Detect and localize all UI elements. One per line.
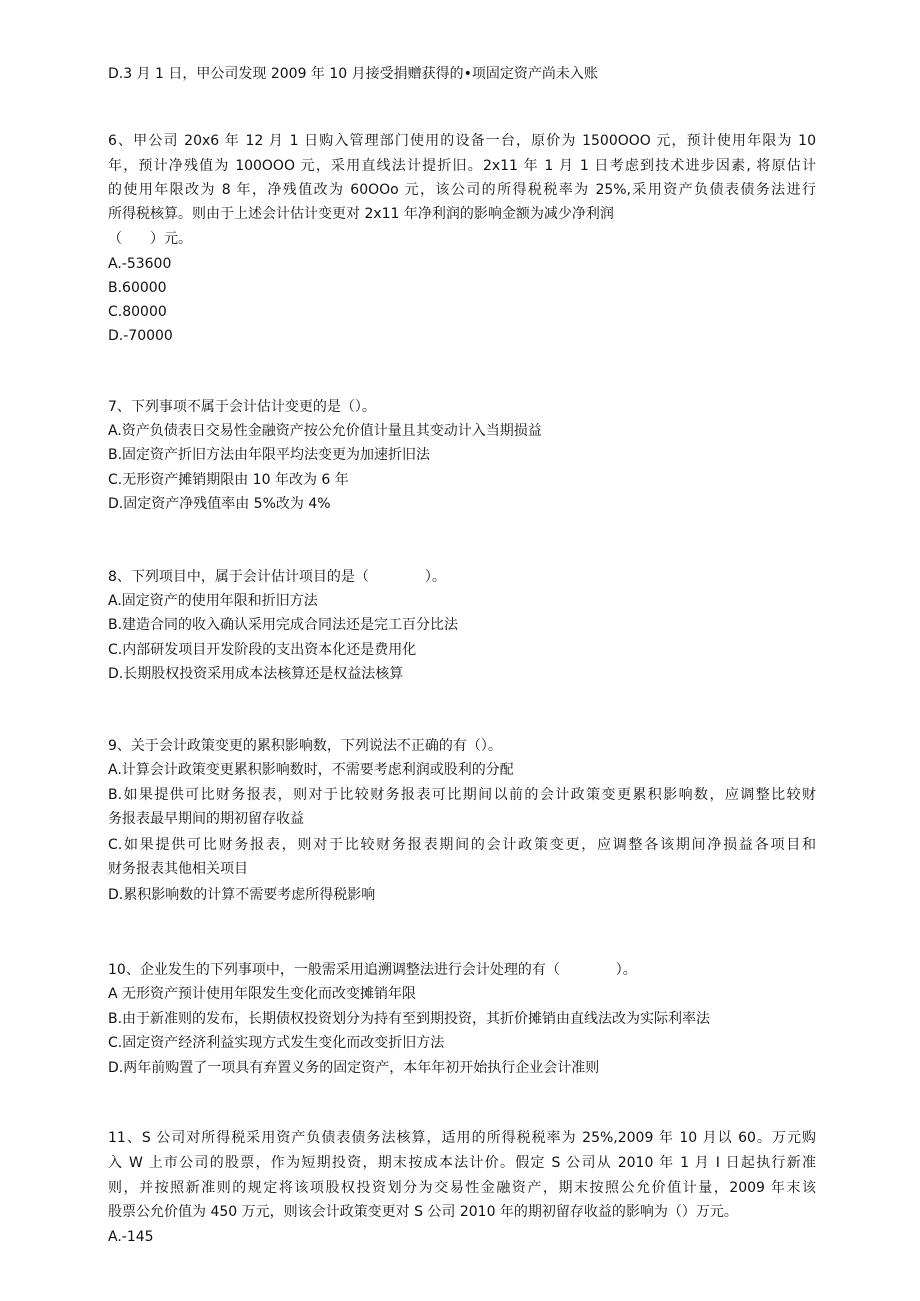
q9-line: A.计算会计政策变更累积影响数时，不需要考虑利润或股利的分配: [108, 762, 514, 778]
q8-option-b: B.建造合同的收入确认采用完成合同法还是完工百分比法: [108, 617, 459, 633]
q9-line: 务报表最早期间的期初留存收益: [108, 811, 304, 827]
q10-option-c: C.固定资产经济利益实现方式发生变化而改变折旧方法: [108, 1035, 445, 1051]
q5-option-d: D.3 月 1 日，甲公司发现 2009 年 10 月接受捐赠获得的•项固定资产尚未入账: [108, 66, 598, 82]
q9-line: 财务报表其他相关项目: [108, 861, 248, 877]
q9-line: D.累积影响数的计算不需要考虑所得税影响: [108, 887, 376, 903]
q6-stem-line: 所得税核算。则由于上述会计估计变更对 2x11 年净利润的影响金额为减少净利润: [108, 206, 614, 222]
q11-option-a: A.-145: [108, 1229, 154, 1245]
q6-stem-line: 年，预计净残值为 100OOO 元，采用直线法计提折旧。2x11 年 1 月 1 日考虑到技术进步因素, 将原估计: [108, 158, 816, 174]
q6-stem-line: 6、甲公司 20x6 年 12 月 1 日购入管理部门使用的设备一台，原价为 1500OOO 元，预计使用年限为 10: [108, 133, 816, 149]
q9-stem: 9、关于会计政策变更的累积影响数，下列说法不正确的有（）。: [108, 738, 502, 754]
q6-option-d: D.-70000: [108, 328, 173, 344]
q6-option-c: C.80000: [108, 304, 167, 320]
q11-stem-line: 股票公允价值为 450 万元，则该会计政策变更对 S 公司 2010 年的期初留存收益的影响为（）万元。: [108, 1204, 738, 1220]
q9-line: C.如果提供可比财务报表，则对于比较财务报表期间的会计政策变更，应调整各该期间净损益各项目和: [108, 837, 816, 853]
q8-option-a: A.固定资产的使用年限和折旧方法: [108, 593, 318, 609]
q10-option-a: A 无形资产预计使用年限发生变化而改变摊销年限: [108, 986, 417, 1002]
q9-line: B.如果提供可比财务报表，则对于比较财务报表可比期间以前的会计政策变更累积影响数，应调整比较财: [108, 787, 816, 803]
q8-stem: 8、下列项目中，属于会计估计项目的是（ ）。: [108, 569, 446, 585]
q7-stem: 7、下列事项不属于会计估计变更的是（）。: [108, 399, 376, 415]
q6-stem-line: （ ）元。: [108, 231, 192, 247]
q6-option-a: A.-53600: [108, 256, 172, 272]
q8-option-d: D.长期股权投资采用成本法核算还是权益法核算: [108, 666, 404, 682]
q10-stem: 10、企业发生的下列事项中，一般需采用追溯调整法进行会计处理的有（ ）。: [108, 962, 637, 978]
q10-option-d: D.两年前购置了一项具有弃置义务的固定资产，本年年初开始执行企业会计准则: [108, 1060, 600, 1076]
q11-stem-line: 则，并按照新准则的规定将该项股权投资划分为交易性金融资产，期末按照公允价值计量，2009 年末该: [108, 1180, 816, 1196]
q7-option-c: C.无形资产摊销期限由 10 年改为 6 年: [108, 472, 349, 488]
q7-option-b: B.固定资产折旧方法由年限平均法变更为加速折旧法: [108, 447, 431, 463]
q11-stem-line: 11、S 公司对所得税采用资产负债表债务法核算，适用的所得税税率为 25%,2009 年 10 月以 60。万元购: [108, 1130, 816, 1146]
q6-option-b: B.60000: [108, 280, 167, 296]
q7-option-a: A.资产负债表日交易性金融资产按公允价值计量且其变动计入当期损益: [108, 423, 542, 439]
q8-option-c: C.内部研发项目开发阶段的支出资本化还是费用化: [108, 642, 417, 658]
q7-option-d: D.固定资产净残值率由 5%改为 4%: [108, 496, 331, 512]
q11-stem-line: 入 W 上市公司的股票，作为短期投资，期末按成本法计价。假定 S 公司从 2010 年 1 月 I 日起执行新准: [108, 1155, 816, 1171]
q10-option-b: B.由于新准则的发布，长期债权投资划分为持有至到期投资，其折价摊销由直线法改为实际利率法: [108, 1011, 711, 1027]
q6-stem-line: 的使用年限改为 8 年，净残值改为 60OOo 元，该公司的所得税税率为 25%,采用资产负债表债务法进行: [108, 182, 816, 198]
